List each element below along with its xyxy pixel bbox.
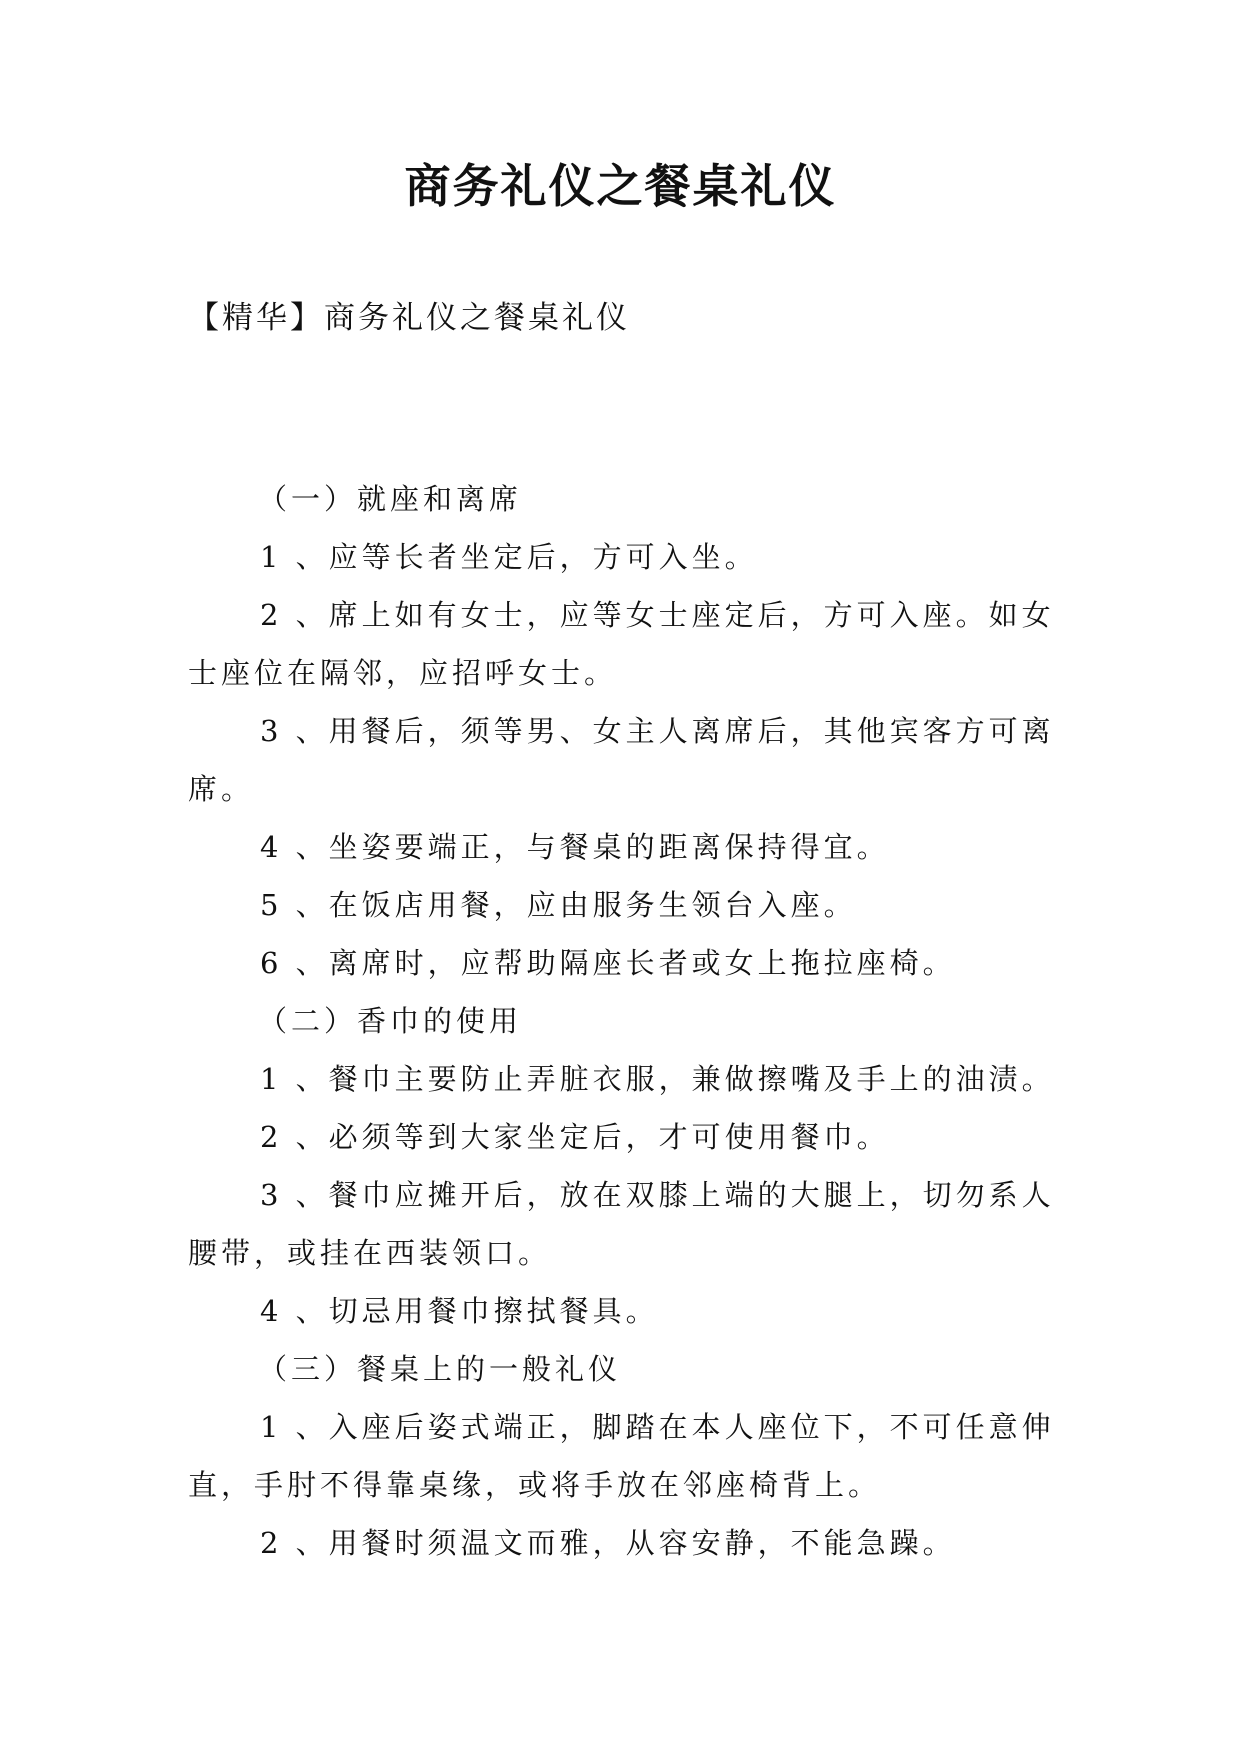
document-body bbox=[188, 470, 1058, 1572]
document-subtitle: 【精华】商务礼仪之餐桌礼仪 bbox=[188, 300, 630, 336]
list-item: 6 、离席时，应帮助隔座长者或女上拖拉座椅。 bbox=[260, 946, 956, 980]
list-item: 2 、席上如有女士，应等女士座定后，方可入座。如女士座位在隔邻，应招呼女士。 bbox=[188, 598, 1055, 690]
section-heading: （二）香巾的使用 bbox=[258, 1004, 523, 1038]
list-item: 3 、用餐后，须等男、女主人离席后，其他宾客方可离席。 bbox=[188, 714, 1055, 806]
document-title: 商务礼仪之餐桌礼仪 bbox=[404, 159, 837, 213]
list-item: 1 、入座后姿式端正，脚踏在本人座位下，不可任意伸直，手肘不得靠桌缘，或将手放在邻座椅背上。 bbox=[188, 1410, 1055, 1502]
list-item: 1 、餐巾主要防止弄脏衣服，兼做擦嘴及手上的油渍。 bbox=[260, 1062, 1055, 1096]
section-heading: （三）餐桌上的一般礼仪 bbox=[258, 1352, 622, 1386]
list-item: 2 、用餐时须温文而雅，从容安静，不能急躁。 bbox=[260, 1526, 956, 1560]
list-item: 4 、切忌用餐巾擦拭餐具。 bbox=[260, 1294, 659, 1328]
list-item: 2 、必须等到大家坐定后，才可使用餐巾。 bbox=[260, 1120, 890, 1154]
list-item: 4 、坐姿要端正，与餐桌的距离保持得宜。 bbox=[260, 830, 890, 864]
section-heading: （一）就座和离席 bbox=[258, 482, 523, 516]
list-item: 5 、在饭店用餐，应由服务生领台入座。 bbox=[260, 888, 857, 922]
list-item: 1 、应等长者坐定后，方可入坐。 bbox=[260, 540, 758, 574]
list-item: 3 、餐巾应摊开后，放在双膝上端的大腿上，切勿系人腰带，或挂在西装领口。 bbox=[188, 1178, 1055, 1270]
